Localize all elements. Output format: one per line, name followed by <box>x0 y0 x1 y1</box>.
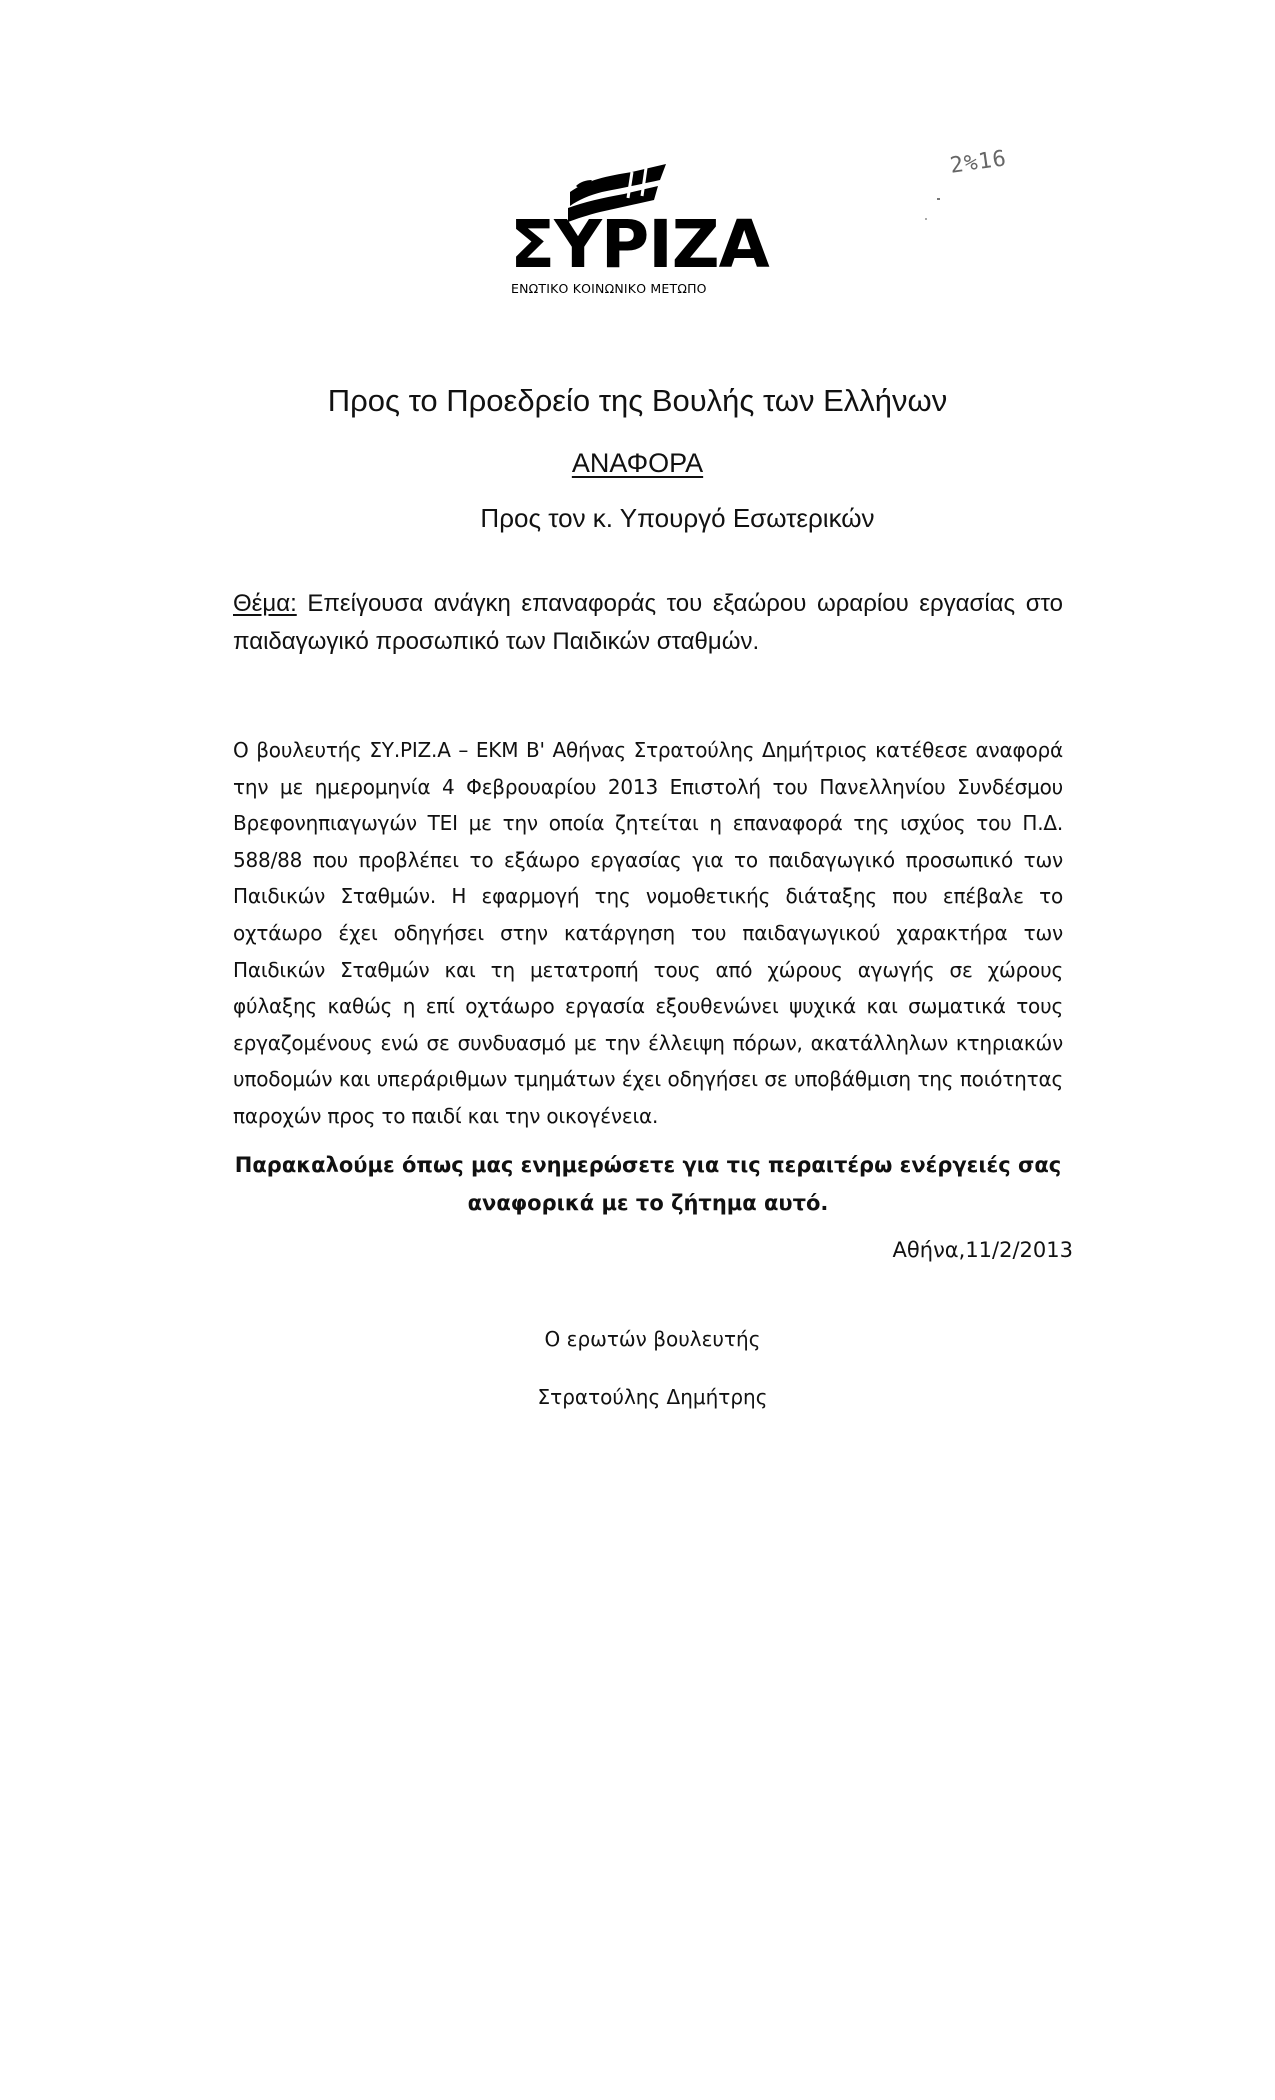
scan-speck <box>937 198 940 200</box>
signature-name: Στρατούλης Δημήτρης <box>537 1385 768 1409</box>
logo-wordmark: ΣΥΡΙΖΑ <box>510 206 769 283</box>
recipient-line: Προς τον κ. Υπουργό Εσωτερικών <box>480 503 875 533</box>
date-line: Αθήνα,11/2/2013 <box>892 1238 1073 1262</box>
logo-tagline: ΕΝΩΤΙΚΟ ΚΟΙΝΩΝΙΚΟ ΜΕΤΩΠΟ <box>511 281 707 296</box>
addressee-heading: Προς το Προεδρείο της Βουλής των Ελλήνων <box>327 383 948 418</box>
signature-title: Ο ερωτών βουλευτής <box>544 1327 761 1351</box>
scan-speck <box>925 218 927 220</box>
party-logo <box>510 162 810 302</box>
document-type-title: ΑΝΑΦΟΡΑ <box>571 448 704 478</box>
request-paragraph: Παρακαλούμε όπως μας ενημερώσετε για τις περαιτέρω ενέργειές σας αναφορικά με το ζήτημα αυτό. <box>234 1153 1062 1215</box>
subject-text: Επείγουσα ανάγκη επαναφοράς του εξαώρου ωραρίου εργασίας στο παιδαγωγικό προσωπικό των Παιδικών σταθμών. <box>233 590 1063 655</box>
subject-block <box>233 585 1063 661</box>
subject-label: Θέμα: <box>233 590 297 617</box>
handwritten-number: 2%16 <box>948 146 1009 179</box>
body-paragraph: Ο βουλευτής ΣΥ.ΡΙΖ.Α – ΕΚΜ Β' Αθήνας Στρατούλης Δημήτριος κατέθεσε αναφορά την με ημερομηνία 4 Φεβρουαρίου 2013 Επιστολή του Πανελληνίου Συνδέσμου Βρεφονηπιαγωγών ΤΕΙ με την οποία ζητείται η επαναφορά της ισχύος του Π.Δ. 588/88 που προβλέπει το εξάωρο εργασίας για το παιδαγωγικό προσωπικό των Παιδικών Σταθμών. Η εφαρμογή της νομοθετικής διάταξης που επέβαλε το οχτάωρο έχει οδηγήσει στην κατάργηση του παιδαγωγικού χαρακτήρα των Παιδικών Σταθμών και τη μετατροπή τους από χώρους αγωγής σε χώρους φύλαξης καθώς η επί οχτάωρο εργασία εξουθενώνει ψυχικά και σωματικά τους εργαζομένους ενώ σε συνδυασμό με την έλλειψη πόρων, ακατάλληλων κτηριακών υποδομών και υπεράριθμων τμημάτων έχει οδηγήσει σε υποβάθμιση της ποιότητας παροχών προς το παιδί και την οικογένεια. <box>233 738 1063 1128</box>
